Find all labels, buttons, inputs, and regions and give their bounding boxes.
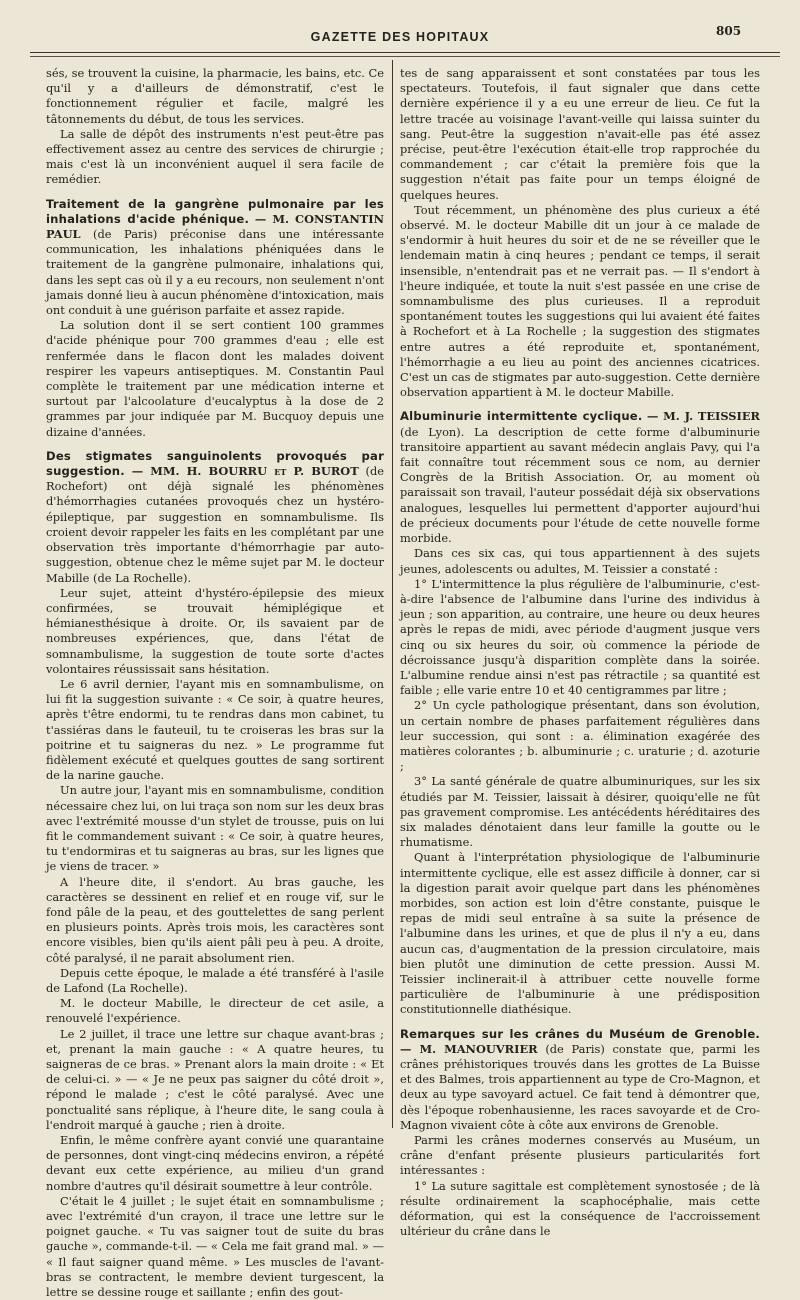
article-paragraph: Le 2 juillet, il trace une lettre sur chaque avant-bras ; et, prenant la main gauche : « A quatre heures, tu saigneras de ce bras. » Prenant alors la main droite : « Et de celui-ci. » — « Je ne peux pas saigner du côté droit », répond le malade ; c'est le côté paralysé. Avec une ponctualité sans réplique, à l'heure dite, le sang coula à l'endroit marqué à gauche ; rien à droite. bbox=[46, 1026, 384, 1132]
article-paragraph: Dans ces six cas, qui tous appartiennent à des sujets jeunes, adolescents ou adultes, M. Teissier a constaté : bbox=[400, 546, 760, 576]
article-paragraph: 1° La suture sagittale est complètement synostosée ; de là résulte ordinairement la scaphocéphalie, mais cette déformation, qui est la conséquence de l'accroissement ultérieur du crâne dans le bbox=[400, 1178, 760, 1239]
article-paragraph: C'était le 4 juillet ; le sujet était en somnambulisme ; avec l'extrémité d'un crayon, il trace une lettre sur le poignet gauche. « Tu vas saigner tout de suite du bras gauche », commande-t-il. — « Cela me fait grand mal. » — « Il faut saigner quand même. » Les muscles de l'avant-bras se contractent, le membre devient turgescent, la lettre se dessine rouge et saillante ; enfin des gout- bbox=[46, 1193, 384, 1300]
right-column bbox=[400, 66, 760, 1239]
article-author: — M. MANOUVRIER bbox=[400, 1041, 538, 1056]
article-title: Remarques sur les crânes du Muséum de Grenoble. bbox=[400, 1026, 760, 1041]
article-paragraph: tes de sang apparaissent et sont constatées par tous les spectateurs. Toutefois, il faut signaler que dans cette dernière expérience il y a eu une erreur de lieu. Ce fut la lettre tracée au voisinage l'avant-veille qui laissa suinter du sang. Peut-être la suggestion n'avait-elle pas été assez précise, peut-être l'exécution était-elle trop rapprochée du commandement ; car c'était la première fois que la suggestion n'était pas faite pour un temps éloigné de quelques heures. bbox=[400, 66, 760, 202]
article-paragraph: Depuis cette époque, le malade a été transféré à l'asile de Lafond (La Rochelle). bbox=[46, 965, 384, 995]
article-paragraph: Le 6 avril dernier, l'ayant mis en somnambulisme, on lui fit la suggestion suivante : « Ce soir, à quatre heures, après t'être endormi, tu te rendras dans mon cabinet, tu t'assiéras dans le fauteuil, tu te croiseras les bras sur la poitrine et tu saigneras du nez. » Le programme fut fidèlement exécuté et quelques gouttes de sang sortirent de la narine gauche. bbox=[46, 676, 384, 783]
article-paragraph: Parmi les crânes modernes conservés au Muséum, un crâne d'enfant présente plusieurs particularités fort intéressantes : bbox=[400, 1133, 760, 1178]
article-paragraph: 1° L'intermittence la plus régulière de l'albuminurie, c'est-à-dire l'absence de l'albumine dans l'urine des individus à jeun ; son apparition, au contraire, une heure ou deux heures après le repas de midi, avec période d'augment jusque vers cinq ou six heures du soir, où commence la période de décroissance jusqu'à disparition complète dans la soirée. L'albumine rendue ainsi n'est pas rétractile ; sa quantité est faible ; elle varie entre 10 et 40 centigrammes par litre ; bbox=[400, 576, 760, 698]
page-number: 805 bbox=[716, 24, 742, 38]
article-paragraph: A l'heure dite, il s'endort. Au bras gauche, les caractères se dessinent en relief et en rouge vif, sur le fond pâle de la peau, et des gouttelettes de sang perlent en plusieurs points. Après trois mois, les caractères sont encore visibles, bien qu'ils aient pâli peu à peu. A droite, côté paralysé, il ne parait absolument rien. bbox=[46, 874, 384, 965]
left-column bbox=[46, 66, 384, 1300]
article-paragraph: La solution dont il se sert contient 100 grammes d'acide phénique pour 700 grammes d'eau ; elle est renfermée dans le flacon dont les malades doivent respirer les vapeurs antiseptiques. M. Constantin Paul complète le traitement par une médication interne et surtout par l'alcoolature d'eucalyptus à la dose de 2 grammes par jour indiquée par M. Bucquoy depuis une dizaine d'années. bbox=[46, 318, 384, 439]
article-lead: (de Lyon). La description de cette forme d'albuminurie transitoire appartient au savant médecin anglais Pavy, qui l'a fait connaître tout récemment sous ce nom, au dernier Congrès de la British Association. Or, au moment où paraissait son travail, l'auteur possédait déjà six observations analogues, lesquelles lui permettent d'apporter aujourd'hui de précieux documents pour l'étude de cette nouvelle forme morbide. bbox=[400, 424, 760, 546]
article-author: — M. CONSTANTIN PAUL bbox=[46, 211, 384, 242]
article-lead: (de Paris) préconise dans une intéressante communication, les inhalations phéniquées dans le traitement de la gangrène pulmonaire, inhalations qui, dans les sept cas où il y a eu recours, non seulement n'ont jamais donné lieu à aucun phénomène d'intoxication, mais ont conduit à une guérison parfaite et assez rapide. bbox=[46, 227, 385, 318]
article-paragraph: Quant à l'interprétation physiologique de l'albuminurie intermittente cyclique, elle est assez difficile à donner, car si la digestion parait avoir quelque part dans les phénomènes morbides, son action est loin d'être constante, puisque le repas de midi seul entraîne à sa suite la présence de l'albumine dans les urines, et que de plus il n'y a eu, dans aucun cas, d'augmentation de la pression circulatoire, mais bien plutôt une diminution de cette pression. Aussi M. Teissier inclinerait-il à attribuer cette nouvelle forme particulière de l'albuminurie à une prédisposition constitutionnelle diathésique. bbox=[400, 850, 760, 1017]
article-paragraph: 2° Un cycle pathologique présentant, dans son évolution, un certain nombre de phases parfaitement régulières dans leur succession, qui sont : a. élimination exagérée des matières colorantes ; b. albuminurie ; c. uraturie ; d. azoturie ; bbox=[400, 698, 760, 774]
article-author: — M. J. TEISSIER bbox=[646, 409, 761, 424]
header-rule-thin bbox=[30, 56, 780, 57]
article-paragraph: Tout récemment, un phénomène des plus curieux a été observé. M. le docteur Mabille dit un jour à ce malade de s'endormir à huit heures du soir et de ne se réveiller que le lendemain matin à cinq heures ; pendant ce temps, il serait insensible, n'entendrait pas et ne verrait pas. — Il s'endort à l'heure indiquée, et toute la nuit s'est passée en une crise de somnambulisme des plus curieuses. Il a reproduit spontanément toutes les suggestions qui lui avaient été faites à Rochefort et à La Rochelle ; la suggestion des stigmates entre autres a été reproduite et, spontanément, l'hémorrhagie a eu lieu au point des anciennes cicatrices. C'est un cas de stigmates par auto-suggestion. Cette dernière observation appartient à M. le docteur Mabille. bbox=[400, 202, 760, 400]
article-paragraph: Un autre jour, l'ayant mis en somnambulisme, condition nécessaire chez lui, on lui traça son nom sur les deux bras avec l'extrémité mousse d'un stylet de trousse, puis on lui fit le commandement suivant : « Ce soir, à quatre heures, tu t'endormiras et tu saigneras au bras, sur les lignes que je viens de tracer. » bbox=[46, 783, 384, 874]
intro-paragraph: La salle de dépôt des instruments n'est peut-être pas effectivement assez au centre des services de chirurgie ; mais c'est là un inconvénient auquel il sera facile de remédier. bbox=[46, 126, 384, 187]
article-stigmates bbox=[46, 449, 384, 1300]
running-title: GAZETTE DES HOPITAUX bbox=[310, 30, 490, 44]
article-author: — MM. H. BOURRU et P. BUROT bbox=[131, 464, 359, 479]
article-title: Traitement de la gangrène pulmonaire par les inhalations d'acide phénique. bbox=[46, 196, 384, 226]
intro-paragraph: sés, se trouvent la cuisine, la pharmacie, les bains, etc. Ce qu'il y a d'ailleurs de démonstratif, c'est le fonctionnement régulier et facile, malgré les tâtonnements du début, de tous les services. bbox=[46, 66, 384, 126]
header-rule bbox=[30, 52, 780, 53]
article-gangrene bbox=[46, 197, 384, 440]
article-lead: (de Rochefort) ont déjà signalé les phénomènes d'hémorrhagies cutanées provoqués chez un hystéro-épileptique, par suggestion en somnambulisme. Ils croient devoir rappeler les faits en les complétant par une observation très importante d'hémorrhagie par auto-suggestion, obtenue chez le même sujet par M. le docteur Mabille (de La Rochelle). bbox=[46, 464, 384, 585]
article-title: Albuminurie intermittente cyclique. bbox=[400, 409, 643, 424]
article-cranes bbox=[400, 1027, 760, 1240]
article-albuminurie bbox=[400, 409, 760, 1017]
article-paragraph: M. le docteur Mabille, le directeur de cet asile, a renouvelé l'expérience. bbox=[46, 996, 384, 1026]
article-title: Des stigmates sanguinolents provoqués par suggestion. bbox=[46, 448, 384, 479]
column-divider bbox=[392, 60, 393, 1128]
article-paragraph: Leur sujet, atteint d'hystéro-épilepsie des mieux confirmées, se trouvait hémiplégique et hémianesthésique à droite. Or, ils savaient par de nombreuses expériences, que, dans l'état de somnambulisme, la suggestion de toute sorte d'actes volontaires réussissait sans hésitation. bbox=[46, 585, 384, 676]
article-paragraph: Enfin, le même confrère ayant convié une quarantaine de personnes, dont vingt-cinq médecins environ, a répété devant eux cette expérience, au milieu d'un grand nombre d'autres qu'il désirait soumettre à leur contrôle. bbox=[46, 1133, 384, 1193]
article-lead: (de Paris) constate que, parmi les crânes préhistoriques trouvés dans les grottes de La Buisse et des Balmes, trois appartiennent au type de Cro-Magnon, et deux au type savoyard actuel. Ce fait tend à démontrer que, dès l'époque robenhausienne, les races savoyarde et de Cro-Magnon vivaient côte à côte aux environs de Grenoble. bbox=[400, 1041, 760, 1132]
article-paragraph: 3° La santé générale de quatre albuminuriques, sur les six étudiés par M. Teissier, laissait à désirer, quoiqu'elle ne fût pas gravement compromise. Les antécédents héréditaires des six malades dénotaient dans leur famille la goutte ou le rhumatisme. bbox=[400, 774, 760, 850]
